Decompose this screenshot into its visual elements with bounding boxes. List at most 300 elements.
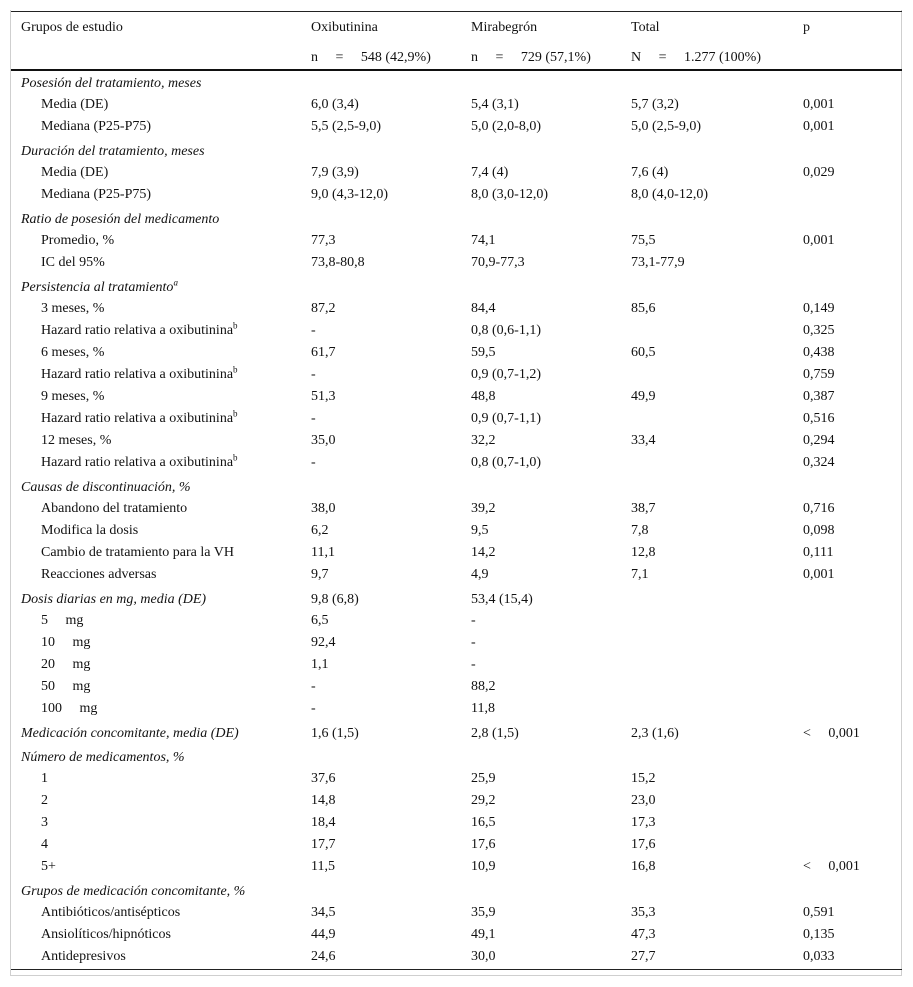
section-value-total	[621, 274, 793, 298]
cell-oxibutinina: 6,2	[311, 522, 329, 538]
section-value-p	[793, 70, 902, 94]
cell-p: 0,294	[803, 432, 835, 448]
section-value-total	[621, 206, 793, 230]
section-value-oxibutinina	[301, 744, 461, 768]
cell-p	[793, 834, 902, 856]
cell-total: 73,1-77,9	[631, 254, 685, 270]
section-value-p	[793, 474, 902, 498]
cell-mirabegron: 7,4 (4)	[471, 164, 509, 180]
cell-oxibutinina: 77,3	[311, 232, 336, 248]
row-label	[11, 184, 301, 206]
cell-total: 5,0 (2,5-9,0)	[631, 118, 701, 134]
cell-mirabegron: 70,9-77,3	[471, 254, 525, 270]
cell-mirabegron: 0,9 (0,7-1,1)	[471, 410, 541, 426]
cell-mirabegron: -	[471, 656, 476, 672]
row-label	[11, 364, 301, 386]
header-groups: Grupos de estudio	[11, 12, 301, 42]
cell-oxibutinina: 11,5	[311, 858, 335, 874]
cell-mirabegron: 5,0 (2,0-8,0)	[471, 118, 541, 134]
cell-p: 0,111	[803, 544, 834, 560]
table-row	[11, 632, 902, 654]
header-n-row	[11, 42, 902, 70]
row-label-text: Reacciones adversas	[41, 566, 157, 582]
cell-p	[793, 698, 902, 720]
cell-oxibutinina: 61,7	[311, 344, 336, 360]
cell-mirabegron: 32,2	[471, 432, 496, 448]
row-label	[11, 790, 301, 812]
row-label-text: 5+	[41, 858, 56, 874]
row-label-text: Mediana (P25-P75)	[41, 118, 152, 134]
cell-p	[793, 812, 902, 834]
cell-total: 7,1	[631, 566, 649, 582]
table-row	[11, 790, 902, 812]
row-label-text: IC del 95%	[41, 254, 105, 270]
section-row	[11, 70, 902, 94]
cell-total: 27,7	[621, 946, 793, 970]
cell-oxibutinina: 14,8	[311, 792, 336, 808]
row-label	[11, 298, 301, 320]
row-label	[11, 430, 301, 452]
cell-p	[793, 610, 902, 632]
cell-oxibutinina: 37,6	[311, 770, 336, 786]
table-row	[11, 230, 902, 252]
row-label-text: Antidepresivos	[41, 949, 126, 965]
cell-mirabegron: 48,8	[471, 388, 496, 404]
header-empty-p	[793, 42, 902, 70]
cell-p: 0,001	[803, 232, 835, 248]
row-label	[11, 320, 301, 342]
cell-p	[793, 654, 902, 676]
table-row	[11, 252, 902, 274]
row-label-text: Modifica la dosis	[41, 522, 139, 538]
table-row	[11, 184, 902, 206]
section-value-total	[621, 70, 793, 94]
row-label-text: Antibióticos/antisépticos	[41, 904, 181, 920]
section-value-total: 2,3 (1,6)	[631, 725, 679, 741]
cell-mirabegron: 0,9 (0,7-1,2)	[471, 366, 541, 382]
section-title	[11, 878, 301, 902]
section-title-text: Duración del tratamiento, meses	[21, 143, 205, 159]
row-label	[11, 498, 301, 520]
table-row	[11, 924, 902, 946]
cell-oxibutinina: 92,4	[311, 634, 336, 650]
table-row	[11, 386, 902, 408]
section-value-oxibutinina	[301, 474, 461, 498]
section-value-p: < 0,001	[803, 725, 860, 741]
row-label-text: 6 meses, %	[41, 344, 105, 360]
row-label-text: 100 mg	[41, 700, 98, 716]
table-row	[11, 162, 902, 184]
table-row	[11, 94, 902, 116]
table-row	[11, 902, 902, 924]
section-title	[11, 744, 301, 768]
row-label	[11, 856, 301, 878]
footnote-marker: b	[233, 319, 238, 330]
table-row	[11, 834, 902, 856]
table-row	[11, 430, 902, 452]
section-title-text: Posesión del tratamiento, meses	[21, 76, 202, 91]
cell-total: 75,5	[631, 232, 656, 248]
cell-p: 0,759	[803, 366, 835, 382]
cell-total	[621, 452, 793, 474]
row-label	[11, 408, 301, 430]
cell-p	[793, 184, 902, 206]
cell-p: 0,325	[803, 322, 835, 338]
cell-total: 17,6	[631, 836, 656, 852]
row-label-text: 10 mg	[41, 634, 91, 650]
table-row	[11, 542, 902, 564]
row-label-text: Media (DE)	[41, 96, 109, 112]
row-label	[11, 834, 301, 856]
section-value-oxibutinina: 9,8 (6,8)	[311, 591, 359, 607]
cell-total: 15,2	[631, 770, 656, 786]
row-label-text: Cambio de tratamiento para la VH	[41, 544, 234, 560]
row-label-text: 50 mg	[41, 678, 91, 694]
row-label-text: 5 mg	[41, 612, 84, 628]
cell-total	[621, 610, 793, 632]
cell-oxibutinina: 1,1	[311, 656, 329, 672]
section-title-text: Persistencia al tratamiento	[21, 279, 174, 295]
row-label	[11, 342, 301, 364]
cell-total	[621, 320, 793, 342]
row-label-text: Hazard ratio relativa a oxibutinina	[41, 366, 234, 382]
cell-total: 38,7	[631, 500, 656, 516]
cell-p: 0,001	[803, 96, 835, 112]
table-row	[11, 698, 902, 720]
row-label	[11, 632, 301, 654]
cell-oxibutinina: 38,0	[311, 500, 336, 516]
header-total: Total	[621, 12, 793, 42]
cell-mirabegron: 74,1	[471, 232, 496, 248]
cell-total: 7,8	[631, 522, 649, 538]
cell-p: 0,438	[803, 344, 835, 360]
n-oxibutinina: n = 548 (42,9%)	[301, 42, 461, 70]
cell-mirabegron: 0,8 (0,6-1,1)	[471, 322, 541, 338]
cell-mirabegron: 11,8	[471, 700, 495, 716]
cell-total: 23,0	[631, 792, 656, 808]
section-value-p	[793, 744, 902, 768]
section-value-mirabegron: 2,8 (1,5)	[471, 725, 519, 741]
table-row	[11, 520, 902, 542]
row-label-text: 1	[41, 770, 48, 786]
section-value-oxibutinina	[301, 274, 461, 298]
section-value-mirabegron	[461, 138, 621, 162]
cell-mirabegron: 4,9	[471, 566, 489, 582]
section-value-total	[621, 138, 793, 162]
cell-p: 0,516	[803, 410, 835, 426]
section-value-p	[793, 878, 902, 902]
table-row	[11, 116, 902, 138]
section-value-mirabegron	[461, 70, 621, 94]
row-label	[11, 698, 301, 720]
cell-p: 0,033	[793, 946, 902, 970]
row-label	[11, 386, 301, 408]
cell-p: 0,716	[803, 500, 835, 516]
cell-oxibutinina: 17,7	[311, 836, 336, 852]
row-label-text: 3 meses, %	[41, 300, 105, 316]
section-value-oxibutinina	[301, 206, 461, 230]
cell-p: 0,387	[803, 388, 835, 404]
section-value-mirabegron	[461, 274, 621, 298]
section-row	[11, 744, 902, 768]
cell-oxibutinina: 18,4	[311, 814, 336, 830]
cell-mirabegron: -	[471, 634, 476, 650]
section-row	[11, 878, 902, 902]
cell-oxibutinina: 35,0	[311, 432, 336, 448]
cell-oxibutinina: -	[311, 322, 316, 338]
row-label	[11, 162, 301, 184]
cell-total	[621, 364, 793, 386]
cell-p	[793, 632, 902, 654]
row-label-text: Mediana (P25-P75)	[41, 186, 152, 202]
section-value-total	[621, 474, 793, 498]
cell-mirabegron: 88,2	[471, 678, 496, 694]
section-title-text: Grupos de medicación concomitante, %	[21, 883, 246, 899]
cell-total	[621, 654, 793, 676]
section-title-text: Medicación concomitante, media (DE)	[21, 725, 239, 741]
section-value-oxibutinina	[301, 138, 461, 162]
section-title-text: Dosis diarias en mg, media (DE)	[21, 591, 207, 607]
cell-oxibutinina: 11,1	[311, 544, 335, 560]
cell-total: 16,8	[631, 858, 656, 874]
cell-mirabegron: 10,9	[471, 858, 496, 874]
section-value-mirabegron: 53,4 (15,4)	[471, 591, 533, 607]
cell-oxibutinina: 44,9	[311, 926, 336, 942]
cell-p: 0,001	[803, 566, 835, 582]
section-row	[11, 138, 902, 162]
cell-oxibutinina: 7,9 (3,9)	[311, 164, 359, 180]
cell-oxibutinina: 6,5	[311, 612, 329, 628]
cell-total: 8,0 (4,0-12,0)	[631, 186, 708, 202]
section-value-p	[793, 206, 902, 230]
cell-p: 0,001	[803, 118, 835, 134]
cell-p: < 0,001	[803, 858, 860, 874]
table-row	[11, 946, 902, 970]
cell-oxibutinina: -	[311, 454, 316, 470]
section-title	[11, 474, 301, 498]
row-label-text: Ansiolíticos/hipnóticos	[41, 926, 171, 942]
section-value-oxibutinina	[301, 70, 461, 94]
cell-p: 0,324	[803, 454, 835, 470]
cell-mirabegron: 8,0 (3,0-12,0)	[471, 186, 548, 202]
table-row	[11, 676, 902, 698]
cell-total: 60,5	[631, 344, 656, 360]
header-mirabegron: Mirabegrón	[461, 12, 621, 42]
section-row	[11, 206, 902, 230]
table-row	[11, 408, 902, 430]
cell-mirabegron: -	[471, 612, 476, 628]
cell-mirabegron: 16,5	[471, 814, 496, 830]
n-mirabegron: n = 729 (57,1%)	[461, 42, 621, 70]
cell-mirabegron: 29,2	[471, 792, 496, 808]
cell-oxibutinina: 87,2	[311, 300, 336, 316]
cell-oxibutinina: -	[311, 678, 316, 694]
cell-total: 33,4	[631, 432, 656, 448]
section-value-p	[793, 138, 902, 162]
header-row	[11, 12, 902, 42]
data-table	[11, 11, 902, 970]
table-row	[11, 812, 902, 834]
cell-mirabegron: 14,2	[471, 544, 496, 560]
row-label	[11, 564, 301, 586]
cell-total: 47,3	[631, 926, 656, 942]
cell-mirabegron: 9,5	[471, 522, 489, 538]
table-row	[11, 498, 902, 520]
cell-oxibutinina: 9,7	[311, 566, 329, 582]
cell-p	[793, 768, 902, 790]
table-row	[11, 452, 902, 474]
row-label	[11, 676, 301, 698]
table-row	[11, 610, 902, 632]
section-value-oxibutinina	[301, 878, 461, 902]
section-value-mirabegron	[461, 878, 621, 902]
cell-mirabegron: 30,0	[461, 946, 621, 970]
row-label-text: Promedio, %	[41, 232, 115, 248]
cell-p: 0,098	[803, 522, 835, 538]
header-p: p	[793, 12, 902, 42]
section-value-total	[621, 878, 793, 902]
row-label-text: 9 meses, %	[41, 388, 105, 404]
row-label-text: Hazard ratio relativa a oxibutinina	[41, 410, 234, 426]
cell-mirabegron: 5,4 (3,1)	[471, 96, 519, 112]
section-row	[11, 474, 902, 498]
cell-mirabegron: 0,8 (0,7-1,0)	[471, 454, 541, 470]
cell-total	[621, 408, 793, 430]
cell-oxibutinina: -	[311, 700, 316, 716]
row-label	[11, 94, 301, 116]
footnote-marker: b	[233, 407, 238, 418]
section-value-mirabegron	[461, 744, 621, 768]
table-header	[11, 12, 902, 70]
row-label-text: Media (DE)	[41, 164, 109, 180]
cell-total: 35,3	[631, 904, 656, 920]
cell-total: 49,9	[631, 388, 656, 404]
row-label	[11, 924, 301, 946]
section-value-mirabegron	[461, 474, 621, 498]
cell-oxibutinina: 5,5 (2,5-9,0)	[311, 118, 381, 134]
section-title	[11, 274, 301, 298]
cell-oxibutinina: -	[311, 410, 316, 426]
table-row	[11, 856, 902, 878]
cell-oxibutinina: 24,6	[301, 946, 461, 970]
row-label-text: 4	[41, 836, 48, 852]
footnote-marker: b	[233, 451, 238, 462]
cell-total: 12,8	[631, 544, 656, 560]
row-label-text: Hazard ratio relativa a oxibutinina	[41, 454, 234, 470]
cell-total: 5,7 (3,2)	[631, 96, 679, 112]
row-label	[11, 542, 301, 564]
section-value-p	[793, 586, 902, 610]
cell-p	[793, 252, 902, 274]
table-row	[11, 342, 902, 364]
cell-p: 0,135	[803, 926, 835, 942]
table-row	[11, 564, 902, 586]
row-label	[11, 812, 301, 834]
cell-oxibutinina: 34,5	[311, 904, 336, 920]
row-label-text: 2	[41, 792, 48, 808]
row-label-text: Hazard ratio relativa a oxibutinina	[41, 322, 234, 338]
row-label	[11, 902, 301, 924]
row-label-text: 12 meses, %	[41, 432, 112, 448]
section-title	[11, 138, 301, 162]
section-title-text: Causas de discontinuación, %	[21, 479, 191, 495]
row-label	[11, 116, 301, 138]
section-title	[11, 720, 301, 744]
table-row	[11, 654, 902, 676]
cell-oxibutinina: 6,0 (3,4)	[311, 96, 359, 112]
cell-mirabegron: 84,4	[471, 300, 496, 316]
cell-mirabegron: 49,1	[471, 926, 496, 942]
cell-mirabegron: 17,6	[471, 836, 496, 852]
row-label	[11, 252, 301, 274]
cell-total	[621, 698, 793, 720]
cell-mirabegron: 59,5	[471, 344, 496, 360]
row-label	[11, 654, 301, 676]
table-row	[11, 320, 902, 342]
row-label-text: 3	[41, 814, 48, 830]
row-label	[11, 946, 301, 970]
section-title	[11, 70, 301, 94]
cell-total	[621, 676, 793, 698]
cell-oxibutinina: 51,3	[311, 388, 336, 404]
cell-p	[793, 790, 902, 812]
row-label	[11, 452, 301, 474]
section-title	[11, 586, 301, 610]
cell-total	[621, 632, 793, 654]
cell-total: 17,3	[631, 814, 656, 830]
table-body	[11, 70, 902, 970]
header-empty	[11, 42, 301, 70]
section-row	[11, 586, 902, 610]
cell-p: 0,149	[803, 300, 835, 316]
section-value-total	[621, 744, 793, 768]
section-value-total	[621, 586, 793, 610]
row-label	[11, 230, 301, 252]
table-row	[11, 364, 902, 386]
table-row	[11, 768, 902, 790]
section-title	[11, 206, 301, 230]
cell-mirabegron: 39,2	[471, 500, 496, 516]
row-label	[11, 610, 301, 632]
footnote-marker: b	[233, 363, 238, 374]
cell-mirabegron: 35,9	[471, 904, 496, 920]
section-row	[11, 274, 902, 298]
cell-oxibutinina: -	[311, 366, 316, 382]
table-row	[11, 298, 902, 320]
cell-oxibutinina: 73,8-80,8	[311, 254, 365, 270]
n-total: N = 1.277 (100%)	[621, 42, 793, 70]
footnote-marker: a	[173, 276, 178, 287]
section-title-text: Número de medicamentos, %	[21, 749, 185, 765]
cell-p	[793, 676, 902, 698]
header-oxibutinina: Oxibutinina	[301, 12, 461, 42]
row-label	[11, 768, 301, 790]
section-value-oxibutinina: 1,6 (1,5)	[311, 725, 359, 741]
cell-mirabegron: 25,9	[471, 770, 496, 786]
row-label	[11, 520, 301, 542]
cell-total: 7,6 (4)	[631, 164, 669, 180]
section-title-text: Ratio de posesión del medicamento	[21, 211, 220, 227]
section-row	[11, 720, 902, 744]
cell-p: 0,591	[803, 904, 835, 920]
row-label-text: Abandono del tratamiento	[41, 500, 188, 516]
section-value-mirabegron	[461, 206, 621, 230]
section-value-p	[793, 274, 902, 298]
cell-p: 0,029	[803, 164, 835, 180]
cell-total: 85,6	[631, 300, 656, 316]
cell-oxibutinina: 9,0 (4,3-12,0)	[311, 186, 388, 202]
row-label-text: 20 mg	[41, 656, 91, 672]
